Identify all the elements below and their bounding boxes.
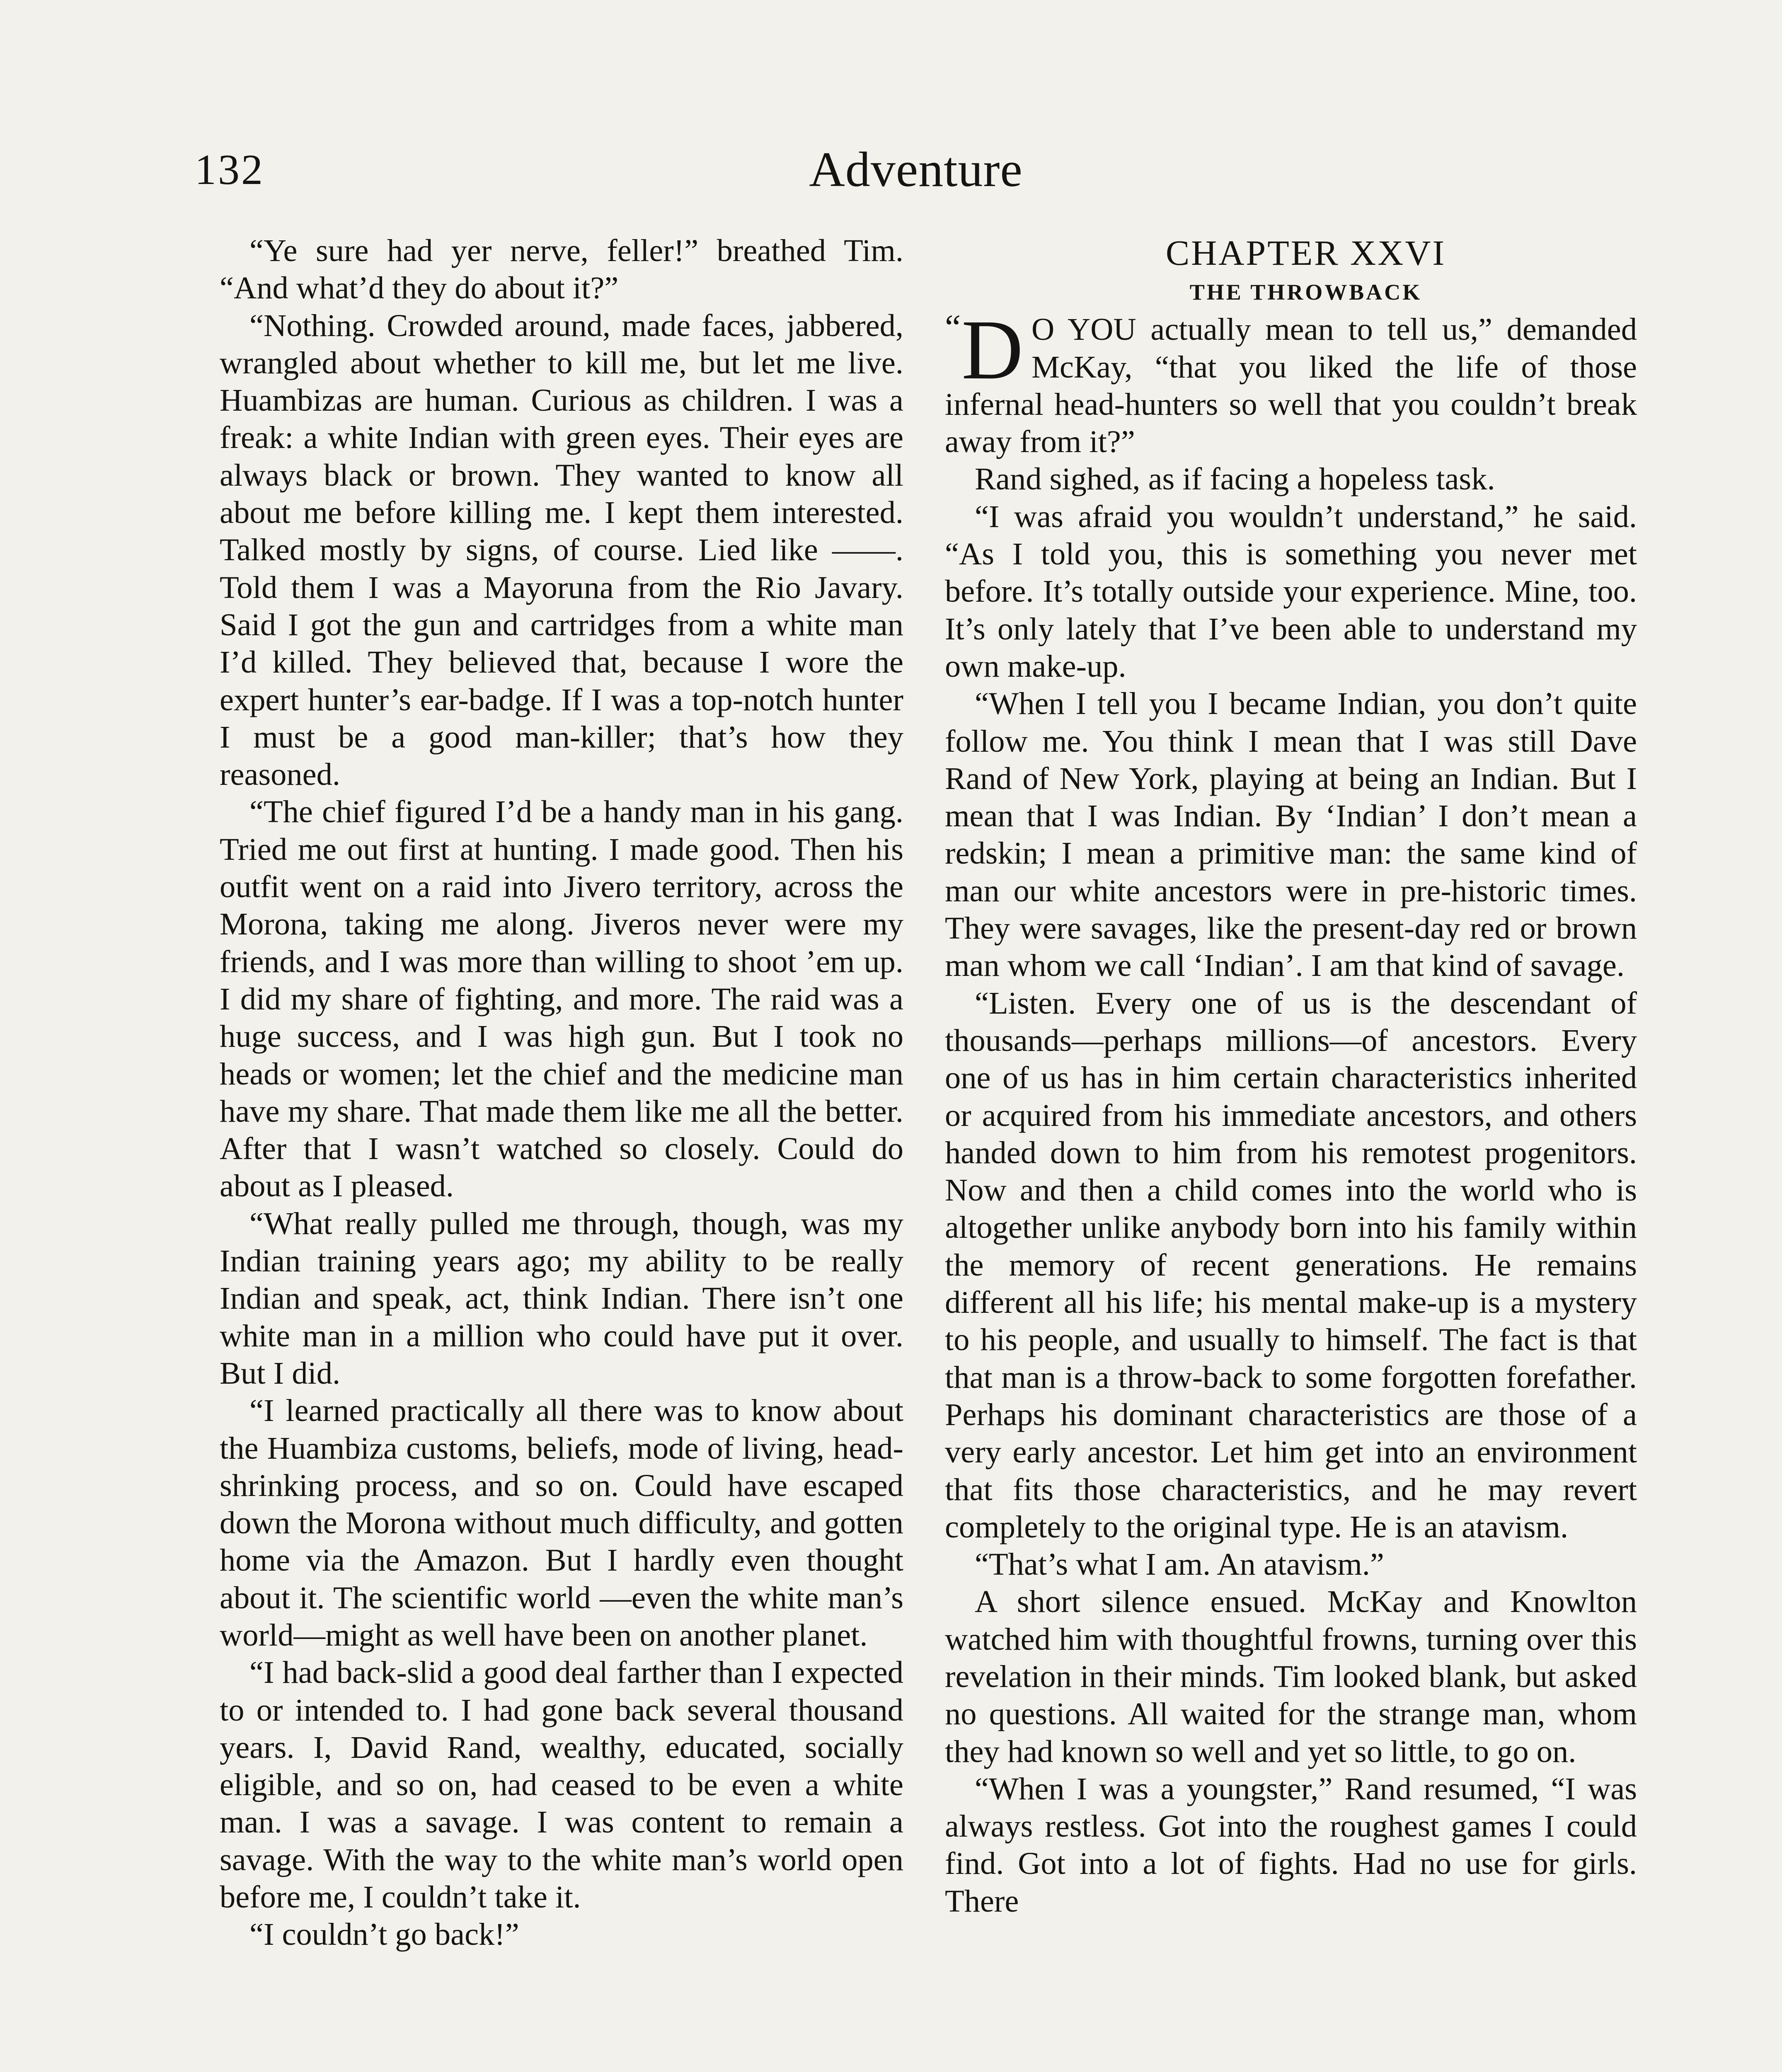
paragraph: “What really pulled me through, though, was my Indian training years ago; my ability to be really Indian and speak, act, think Indian. There isn’t one white man in a million who could have put it over. But I did. — [220, 1205, 903, 1391]
page-number: 132 — [195, 146, 264, 194]
right-column — [945, 232, 1637, 1920]
opening-quote-mark: “ — [945, 307, 961, 347]
chapter-subtitle: THE THROWBACK — [1189, 280, 1422, 305]
paragraph: “That’s what I am. An atavism.” — [975, 1547, 1384, 1582]
left-column — [220, 232, 903, 1953]
paragraph: “Ye sure had yer nerve, feller!” breathed Tim. “And what’d they do about it?” — [220, 233, 903, 306]
paragraph: “When I tell you I became Indian, you don’t quite follow me. You think I mean that I was still Dave Rand of New York, playing at being an Indian. But I mean that I was Indian. By ‘Indian’ I don’t mean a redskin; I mean a primitive man: the same kind of man our white ancestors were in pre-historic times. They were savages, like the present-day red or brown man whom we call ‘Indian’. I am that kind of savage. — [945, 686, 1637, 983]
drop-cap: D — [961, 302, 1023, 397]
paragraph: “I learned practically all there was to know about the Huambiza customs, beliefs, mode of living, head-shrinking process, and so on. Could have escaped down the Morona without much difficulty, and gotten home via the Amazon. But I hardly even thought about it. The scientific world —even the white man’s world—might as well have been on another planet. — [220, 1393, 903, 1653]
paragraph: Rand sighed, as if facing a hopeless task. — [975, 461, 1495, 497]
chapter-heading: CHAPTER XXVI — [1165, 233, 1446, 273]
chapter-opening-paragraph — [945, 302, 1637, 460]
opening-text: O YOU actually mean to tell us,” demanded McKay, “that you liked the life of those infernal head-hunters so well that you couldn’t break away from it?” — [945, 312, 1637, 460]
paragraph: “When I was a youngster,” Rand resumed, “I was always restless. Got into the roughest games I could find. Got into a lot of fights. Had no use for girls. There — [945, 1771, 1637, 1919]
paragraph: “The chief figured I’d be a handy man in his gang. Tried me out first at hunting. I made good. Then his outfit went on a raid into Jivero territory, across the Morona, taking me along. Jiveros never were my friends, and I was more than willing to shoot ’em up. I did my share of fighting, and more. The raid was a huge success, and I was high gun. But I took no heads or women; let the chief and the medicine man have my share. That made them like me all the better. After that I wasn’t watched so closely. Could do about as I pleased. — [220, 794, 903, 1204]
paragraph: “Listen. Every one of us is the descendant of thousands—perhaps millions—of ancestors. Every one of us has in him certain characteristics inherited or acquired from his immediate ancestors, and others handed down to him from his remotest progenitors. Now and then a child comes into the world who is altogether unlike anybody born into his family within the memory of recent generations. He remains different all his life; his mental make-up is a mystery to his people, and usually to himself. The fact is that that man is a throw-back to some forgotten forefather. Perhaps his dominant characteristics are those of a very early ancestor. Let him get into an environment that fits those characteristics, and he may revert completely to the original type. He is an atavism. — [945, 985, 1637, 1544]
paragraph: A short silence ensued. McKay and Knowlton watched him with thoughtful frowns, turning over this revelation in their minds. Tim looked blank, but asked no questions. All waited for the strange man, whom they had known so well and yet so little, to go on. — [945, 1584, 1637, 1769]
paragraph: “I couldn’t go back!” — [249, 1917, 519, 1952]
paragraph: “I was afraid you wouldn’t understand,” he said. “As I told you, this is something you never met before. It’s totally outside your experience. Mine, too. It’s only lately that I’ve been able to understand my own make-up. — [945, 499, 1637, 684]
page-header — [195, 137, 1637, 220]
magazine-title: Adventure — [809, 142, 1023, 197]
paragraph: “Nothing. Crowded around, made faces, jabbered, wrangled about whether to kill me, but let me live. Huambizas are human. Curious as children. I was a freak: a white Indian with green eyes. Their eyes are always black or brown. They wanted to know all about me before killing me. I kept them interested. Talked mostly by signs, of course. Lied like ——. Told them I was a Mayoruna from the Rio Javary. Said I got the gun and cartridges from a white man I’d killed. They believed that, because I wore the expert hunter’s ear-badge. If I was a top-notch hunter I must be a good man-killer; that’s how they reasoned. — [220, 307, 903, 792]
paragraph: “I had back-slid a good deal farther than I expected to or intended to. I had gone back several thousand years. I, David Rand, wealthy, educated, socially eligible, and so on, had ceased to be even a white man. I was a savage. I was content to remain a savage. With the way to the white man’s world open before me, I couldn’t take it. — [220, 1655, 903, 1915]
